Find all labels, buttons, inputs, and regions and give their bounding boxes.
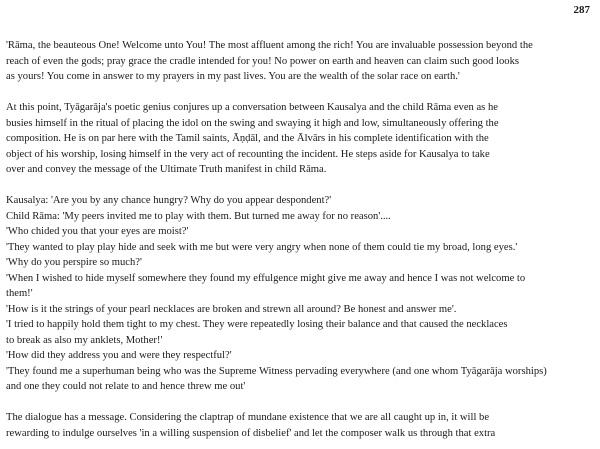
dialogue-line: and one they could not relate to and hence threw me out'	[6, 381, 246, 392]
dialogue-line: 'How is it the strings of your pearl necklaces are broken and strewn all around? Be honest and answer me'.	[6, 303, 457, 315]
paragraph-gap	[6, 395, 600, 411]
page-body	[6, 38, 600, 441]
dialogue-line: 'They wanted to play play hide and seek with me but were very angry when none of them could tie my broad, long eyes.'	[6, 241, 518, 253]
dialogue-line: 'When I wished to hide myself somewhere they found my effulgence might give me away and hence I was not welcome to	[6, 272, 526, 284]
text-line: object of his worship, losing himself in the very act of recounting the incident. He steps aside for Kausalya to take	[6, 148, 490, 160]
dialogue-line: 'Why do you perspire so much?'	[6, 257, 142, 268]
text-line: over and convey the message of the Ultimate Truth manifest in child Rāma.	[6, 164, 327, 175]
paragraph-welcome-verse	[6, 38, 600, 85]
dialogue-line: 'How did they address you and were they respectful?'	[6, 350, 232, 361]
paragraph-commentary	[6, 100, 600, 178]
text-line: rewarding to indulge ourselves 'in a willing suspension of disbelief' and let the composer walk us through that extra	[6, 427, 496, 439]
dialogue-line: them!'	[6, 288, 33, 299]
text-line: reach of even the gods; pray grace the cradle intended for you! No power on earth and heaven can claim such good looks	[6, 55, 520, 67]
text-line: At this point, Tyāgarāja's poetic genius conjures up a conversation between Kausalya and the child Rāma even as he	[6, 102, 498, 113]
text-line: 'Rāma, the beauteous One! Welcome unto You! The most affluent among the rich! You are invaluable possession beyond the	[6, 40, 533, 51]
text-line: as yours! You come in answer to my prayers in my past lives. You are the wealth of the solar race on earth.'	[6, 71, 460, 82]
page-number: 287	[573, 4, 590, 16]
paragraph-gap	[6, 85, 600, 101]
text-line: busies himself in the ritual of placing the idol on the swing and swaying it high and low, simultaneously offering the	[6, 117, 499, 129]
paragraph-gap	[6, 178, 600, 194]
dialogue-line: 'Who chided you that your eyes are moist?'	[6, 226, 189, 237]
dialogue-line: 'They found me a superhuman being who was the Supreme Witness pervading everywhere (and one whom Tyāgarāja worships)	[6, 365, 547, 377]
dialogue-line: 'I tried to happily hold them tight to my chest. They were repeatedly losing their balance and that caused the necklaces	[6, 319, 508, 330]
dialogue-line: to break as also my anklets, Mother!'	[6, 334, 163, 346]
text-line: composition. He is on par here with the Tamil saints, Āṇḍāl, and the Ālvārs in his complete identification with the	[6, 133, 489, 144]
dialogue-line: Kausalya: 'Are you by any chance hungry? Why do you appear despondent?'	[6, 195, 332, 206]
dialogue-line: Child Rāma: 'My peers invited me to play with them. But turned me away for no reason'....	[6, 210, 391, 222]
paragraph-conclusion	[6, 410, 600, 441]
text-line: The dialogue has a message. Considering the claptrap of mundane existence that we are all caught up in, it will be	[6, 412, 490, 423]
paragraph-dialogue	[6, 193, 600, 395]
